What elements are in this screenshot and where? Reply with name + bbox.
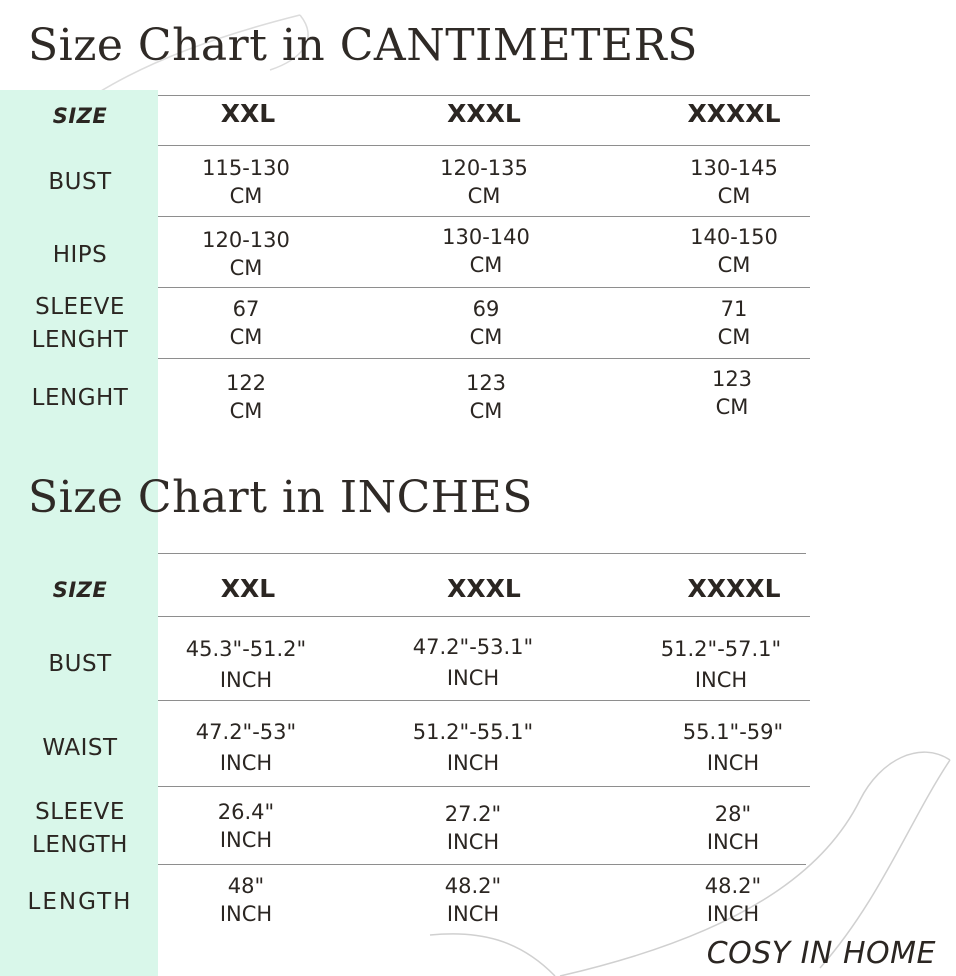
row-label: SLEEVE LENGTH	[32, 799, 128, 858]
table-cell: 51.2"-57.1" INCH	[660, 637, 782, 692]
table-cell: 122 CM	[225, 371, 267, 423]
rule	[158, 358, 810, 359]
row-label: LENGTH	[27, 889, 133, 915]
size-header-label: SIZE	[52, 578, 108, 602]
cm-chart-title: Size Chart in CANTIMETERS	[28, 20, 698, 71]
rule	[158, 216, 810, 217]
table-cell: 28" INCH	[706, 802, 760, 854]
row-label: LENGHT	[31, 385, 129, 411]
table-cell: 115-130 CM	[202, 156, 290, 208]
row-label: HIPS	[52, 242, 108, 268]
column-header: XXXL	[447, 99, 521, 128]
table-cell: 47.2"-53.1" INCH	[412, 635, 534, 690]
rule	[158, 616, 810, 617]
column-header: XXXXL	[687, 99, 781, 128]
rule	[158, 864, 806, 865]
row-label: SLEEVE LENGHT	[31, 294, 129, 353]
table-cell: 45.3"-51.2" INCH	[185, 637, 307, 692]
size-header-label: SIZE	[52, 104, 108, 128]
rule	[158, 95, 810, 96]
table-cell: 51.2"-55.1" INCH	[412, 720, 534, 775]
rule	[158, 553, 806, 554]
column-header: XXL	[220, 99, 276, 128]
brand-label: COSY IN HOME	[706, 936, 936, 971]
rule	[158, 287, 810, 288]
table-cell: 130-145 CM	[690, 156, 778, 208]
table-cell: 55.1"-59" INCH	[682, 720, 784, 775]
rule	[158, 700, 810, 701]
table-cell: 123 CM	[465, 371, 507, 423]
table-cell: 27.2" INCH	[444, 802, 502, 854]
table-cell: 47.2"-53" INCH	[195, 720, 297, 775]
table-cell: 48" INCH	[219, 874, 273, 926]
table-cell: 120-130 CM	[202, 228, 290, 280]
rule	[158, 786, 810, 787]
table-cell: 26.4" INCH	[217, 800, 275, 852]
table-cell: 67 CM	[229, 297, 263, 349]
inch-chart-title: Size Chart in INCHES	[28, 472, 533, 523]
table-cell: 48.2" INCH	[444, 874, 502, 926]
table-cell: 71 CM	[717, 297, 751, 349]
rule	[158, 145, 810, 146]
column-header: XXXXL	[687, 574, 781, 603]
column-header: XXXL	[447, 574, 521, 603]
column-header: XXL	[220, 574, 276, 603]
table-cell: 140-150 CM	[690, 225, 778, 277]
row-label: WAIST	[42, 735, 118, 761]
table-cell: 120-135 CM	[440, 156, 528, 208]
table-cell: 48.2" INCH	[704, 874, 762, 926]
row-label: BUST	[48, 169, 112, 195]
table-cell: 123 CM	[711, 367, 753, 419]
table-cell: 130-140 CM	[442, 225, 530, 277]
row-label: BUST	[48, 651, 112, 677]
table-cell: 69 CM	[469, 297, 503, 349]
